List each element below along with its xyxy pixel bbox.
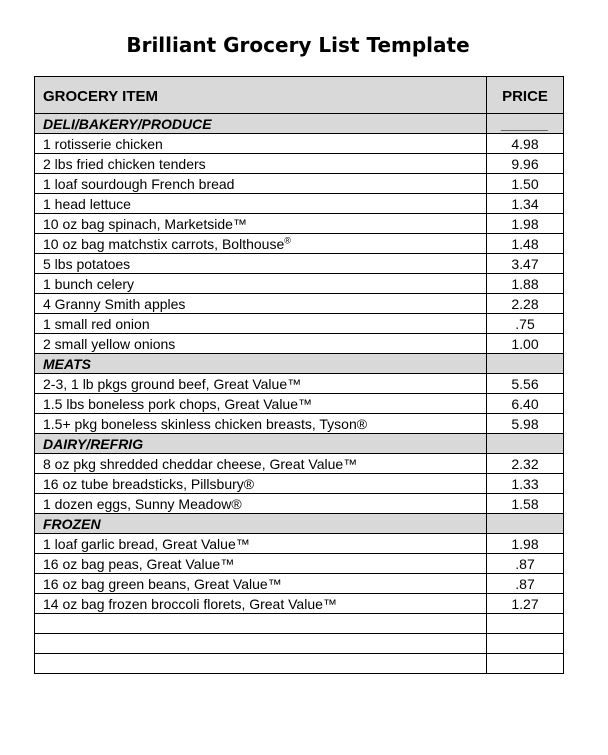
item-name-text: 2 small yellow onions — [43, 335, 176, 352]
item-name — [35, 274, 487, 294]
item-price: 2.28 — [487, 294, 564, 314]
category-label: DELI/BAKERY/PRODUCE — [35, 114, 487, 134]
table-row — [35, 254, 564, 274]
item-name — [35, 334, 487, 354]
grocery-table — [34, 76, 564, 674]
table-row — [35, 294, 564, 314]
item-price: 1.33 — [487, 474, 564, 494]
item-name-text: 1.5+ pkg boneless skinless chicken breasts, Tyson® — [43, 415, 368, 432]
table-row — [35, 274, 564, 294]
table-row — [35, 574, 564, 594]
item-name — [35, 394, 487, 414]
category-row — [35, 354, 564, 374]
item-price: 1.34 — [487, 194, 564, 214]
category-price: ______ — [487, 114, 564, 134]
item-name-text: 4 Granny Smith apples — [43, 295, 186, 312]
item-name-text: 2-3, 1 lb pkgs ground beef, Great Value™ — [43, 375, 302, 392]
item-price: 2.32 — [487, 454, 564, 474]
item-name-text: 1 loaf sourdough French bread — [43, 175, 235, 192]
item-name-text: 10 oz bag spinach, Marketside™ — [43, 215, 247, 232]
item-price: 1.00 — [487, 334, 564, 354]
category-price — [487, 354, 564, 374]
category-price — [487, 514, 564, 534]
item-name — [35, 294, 487, 314]
blank-item-cell — [35, 654, 487, 674]
item-name — [35, 314, 487, 334]
table-row — [35, 334, 564, 354]
blank-row — [35, 654, 564, 674]
item-name — [35, 374, 487, 394]
category-row — [35, 434, 564, 454]
item-name-text: 1 small red onion — [43, 315, 150, 332]
item-name — [35, 414, 487, 434]
item-name — [35, 574, 487, 594]
table-row — [35, 234, 564, 254]
item-price: 4.98 — [487, 134, 564, 154]
table-header-row — [35, 77, 564, 114]
item-name-text: 16 oz tube breadsticks, Pillsbury® — [43, 475, 255, 492]
category-label: DAIRY/REFRIG — [35, 434, 487, 454]
table-row — [35, 494, 564, 514]
item-price: .75 — [487, 314, 564, 334]
item-name-text: 1 rotisserie chicken — [43, 135, 163, 152]
item-price: 1.27 — [487, 594, 564, 614]
item-name — [35, 154, 487, 174]
blank-price-cell — [487, 614, 564, 634]
item-name — [35, 454, 487, 474]
category-row — [35, 114, 564, 134]
item-name — [35, 194, 487, 214]
item-price: 1.48 — [487, 234, 564, 254]
item-name-text: 16 oz bag green beans, Great Value™ — [43, 575, 282, 592]
table-row — [35, 214, 564, 234]
blank-row — [35, 634, 564, 654]
item-name-text: 1 dozen eggs, Sunny Meadow® — [43, 495, 242, 512]
item-price: 1.58 — [487, 494, 564, 514]
item-name-text: 14 oz bag frozen broccoli florets, Great Value™ — [43, 595, 337, 612]
table-row — [35, 454, 564, 474]
item-name — [35, 534, 487, 554]
item-price: .87 — [487, 554, 564, 574]
page-title: Brilliant Grocery List Template — [126, 33, 470, 57]
table-row — [35, 594, 564, 614]
item-price: 1.88 — [487, 274, 564, 294]
registered-mark: ® — [284, 234, 291, 245]
table-row — [35, 374, 564, 394]
header-item: GROCERY ITEM — [35, 77, 487, 114]
item-name-text: 2 lbs fried chicken tenders — [43, 155, 206, 172]
category-row — [35, 514, 564, 534]
item-price: 1.98 — [487, 534, 564, 554]
table-row — [35, 174, 564, 194]
item-price: 5.98 — [487, 414, 564, 434]
blank-item-cell — [35, 634, 487, 654]
table-row — [35, 154, 564, 174]
table-row — [35, 314, 564, 334]
item-price: 6.40 — [487, 394, 564, 414]
category-label: MEATS — [35, 354, 487, 374]
table-row — [35, 134, 564, 154]
category-label: FROZEN — [35, 514, 487, 534]
item-name — [35, 554, 487, 574]
item-name-text: 16 oz bag peas, Great Value™ — [43, 555, 235, 572]
item-price: 3.47 — [487, 254, 564, 274]
item-name — [35, 234, 487, 254]
item-name-text: 1 head lettuce — [43, 195, 131, 212]
blank-price-cell — [487, 654, 564, 674]
table-row — [35, 474, 564, 494]
blank-price-cell — [487, 634, 564, 654]
table-row — [35, 194, 564, 214]
grocery-table-body — [35, 77, 564, 674]
table-row — [35, 414, 564, 434]
item-name — [35, 254, 487, 274]
item-name-text: 1.5 lbs boneless pork chops, Great Value™ — [43, 395, 313, 412]
item-name — [35, 474, 487, 494]
item-name — [35, 134, 487, 154]
item-name-text: 1 bunch celery — [43, 275, 135, 292]
header-price: PRICE — [487, 77, 564, 114]
item-name — [35, 214, 487, 234]
item-name-text: 8 oz pkg shredded cheddar cheese, Great Value™ — [43, 455, 358, 472]
item-name-text: 10 oz bag matchstix carrots, Bolthouse — [43, 235, 285, 252]
table-row — [35, 554, 564, 574]
item-price: 9.96 — [487, 154, 564, 174]
item-price: 5.56 — [487, 374, 564, 394]
blank-item-cell — [35, 614, 487, 634]
table-row — [35, 394, 564, 414]
item-price: 1.98 — [487, 214, 564, 234]
item-name-text: 5 lbs potatoes — [43, 255, 131, 272]
item-price: .87 — [487, 574, 564, 594]
item-name-text: 1 loaf garlic bread, Great Value™ — [43, 535, 250, 552]
item-price: 1.50 — [487, 174, 564, 194]
item-name — [35, 174, 487, 194]
category-price — [487, 434, 564, 454]
blank-row — [35, 614, 564, 634]
table-row — [35, 534, 564, 554]
item-name — [35, 494, 487, 514]
item-name — [35, 594, 487, 614]
